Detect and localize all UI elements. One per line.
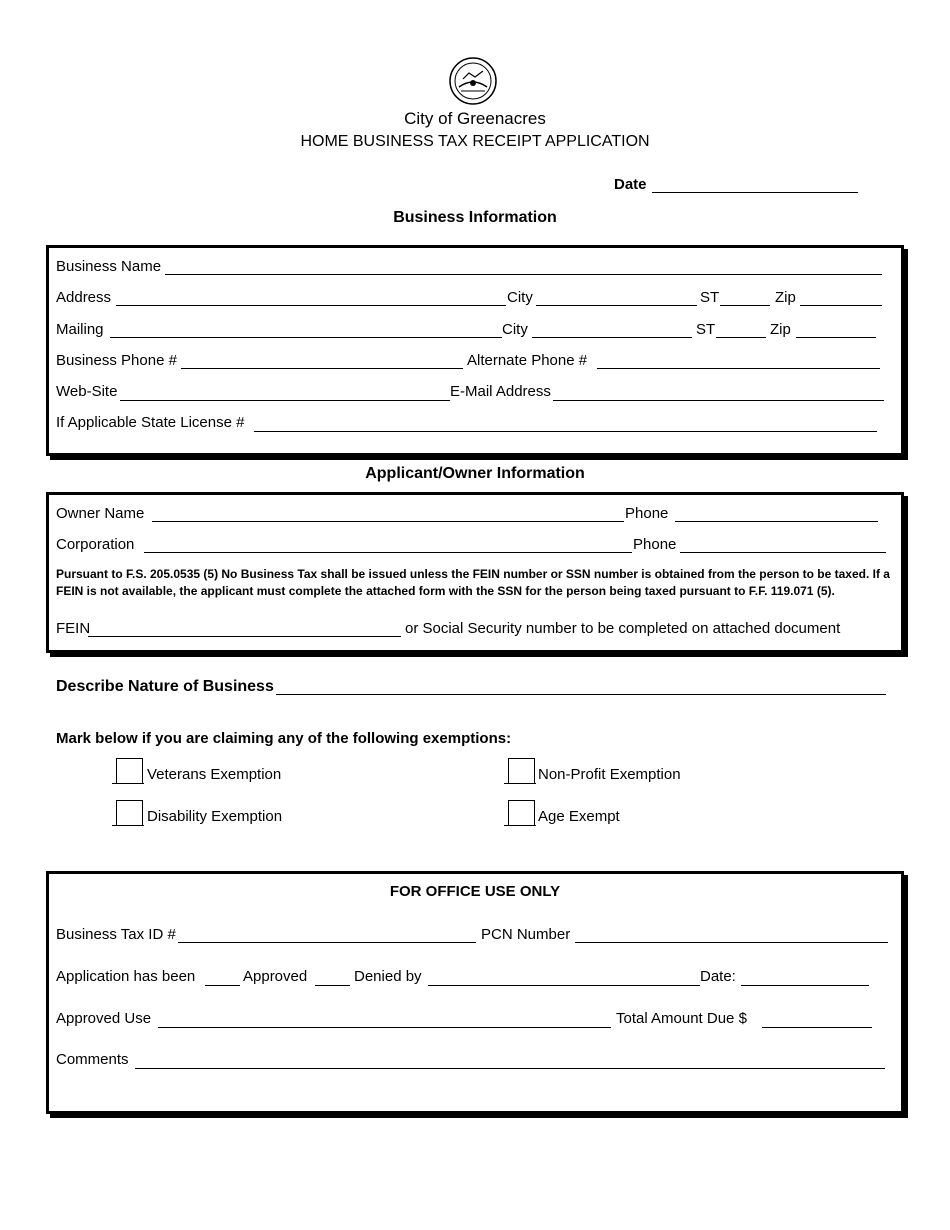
veterans-exemption-checkbox[interactable] [116, 758, 143, 784]
office-date-label: Date: [700, 968, 736, 985]
date-field[interactable] [652, 192, 858, 193]
fein-suffix-text: or Social Security number to be completed on attached document [405, 620, 841, 637]
mailing-label: Mailing [56, 321, 104, 338]
denied-by-field[interactable] [428, 985, 700, 986]
office-use-box [46, 871, 904, 1114]
address-st-field[interactable] [720, 305, 770, 306]
city-seal-logo [449, 57, 497, 105]
office-date-field[interactable] [741, 985, 869, 986]
mailing-city-field[interactable] [532, 337, 692, 338]
approved-use-field[interactable] [158, 1027, 611, 1028]
alternate-phone-label: Alternate Phone # [467, 352, 588, 369]
website-label: Web-Site [56, 383, 118, 400]
tax-id-field[interactable] [178, 942, 476, 943]
form-title: HOME BUSINESS TAX RECEIPT APPLICATION [300, 133, 650, 150]
address-st-label: ST [700, 289, 720, 306]
corporation-field[interactable] [144, 552, 632, 553]
date-label: Date [614, 176, 647, 193]
pcn-field[interactable] [575, 942, 888, 943]
business-info-heading: Business Information [393, 209, 557, 226]
corporation-phone-field[interactable] [680, 552, 886, 553]
age-exempt-checkbox[interactable] [508, 800, 535, 826]
nature-of-business-label: Describe Nature of Business [56, 678, 274, 695]
total-due-field[interactable] [762, 1027, 872, 1028]
veterans-exemption-label: Veterans Exemption [147, 766, 282, 783]
owner-name-label: Owner Name [56, 505, 145, 522]
mailing-st-label: ST [696, 321, 716, 338]
nonprofit-exemption-checkbox[interactable] [508, 758, 535, 784]
owner-name-field[interactable] [152, 521, 624, 522]
office-use-heading: FOR OFFICE USE ONLY [389, 883, 561, 900]
exemptions-heading: Mark below if you are claiming any of the following exemptions: [56, 730, 512, 747]
owner-phone-field[interactable] [675, 521, 878, 522]
business-phone-field[interactable] [181, 368, 463, 369]
city-name: City of Greenacres [404, 109, 546, 128]
email-field[interactable] [553, 400, 884, 401]
mailing-zip-field[interactable] [796, 337, 876, 338]
address-city-field[interactable] [536, 305, 697, 306]
mailing-field[interactable] [110, 337, 502, 338]
address-field[interactable] [116, 305, 506, 306]
age-exempt-label: Age Exempt [538, 808, 620, 825]
owner-info-heading: Applicant/Owner Information [365, 465, 585, 482]
corporation-phone-label: Phone [633, 536, 677, 553]
owner-phone-label: Phone [625, 505, 669, 522]
fein-label: FEIN [56, 620, 91, 637]
comments-field[interactable] [135, 1068, 885, 1069]
pcn-label: PCN Number [481, 926, 571, 943]
denied-by-label: Denied by [354, 968, 422, 985]
corporation-label: Corporation [56, 536, 135, 553]
business-phone-label: Business Phone # [56, 352, 177, 369]
business-name-label: Business Name [56, 258, 162, 275]
fein-field[interactable] [88, 636, 401, 637]
website-field[interactable] [120, 400, 450, 401]
comments-label: Comments [56, 1051, 129, 1068]
approved-use-label: Approved Use [56, 1010, 152, 1027]
state-license-field[interactable] [254, 431, 877, 432]
address-zip-label: Zip [775, 289, 796, 306]
total-due-label: Total Amount Due $ [616, 1010, 747, 1027]
alternate-phone-field[interactable] [597, 368, 880, 369]
approved-label: Approved [243, 968, 308, 985]
business-name-field[interactable] [165, 274, 882, 275]
approved-mark-field[interactable] [205, 985, 240, 986]
address-zip-field[interactable] [800, 305, 882, 306]
mailing-city-label: City [502, 321, 528, 338]
disability-exemption-checkbox[interactable] [116, 800, 143, 826]
disability-exemption-label: Disability Exemption [147, 808, 283, 825]
mailing-st-field[interactable] [716, 337, 766, 338]
state-license-label: If Applicable State License # [56, 414, 245, 431]
application-has-been-label: Application has been [56, 968, 196, 985]
address-city-label: City [507, 289, 533, 306]
address-label: Address [56, 289, 112, 306]
denied-mark-field[interactable] [315, 985, 350, 986]
nonprofit-exemption-label: Non-Profit Exemption [538, 766, 681, 783]
mailing-zip-label: Zip [770, 321, 791, 338]
email-label: E-Mail Address [450, 383, 551, 400]
nature-of-business-field[interactable] [276, 694, 886, 695]
fein-notice: Pursuant to F.S. 205.0535 (5) No Business Tax shall be issued unless the FEIN number or SSN number is obtained from the person to be taxed. If a FEIN is not available, the applicant must complete the attached form with the SSN for the person being taxed pursuant to F.F. 119.071 (5). [56, 567, 890, 598]
tax-id-label: Business Tax ID # [56, 926, 176, 943]
